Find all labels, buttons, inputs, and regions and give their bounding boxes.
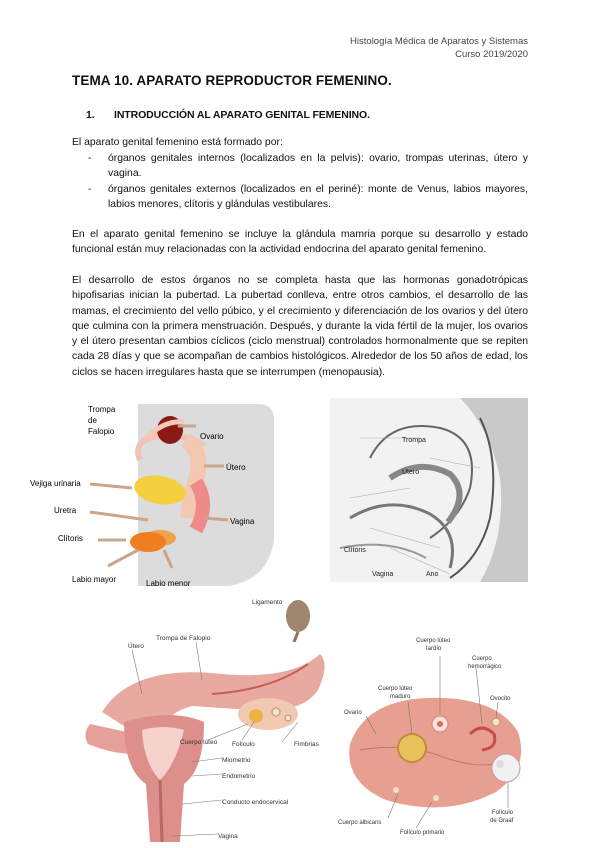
label-utero: Útero (226, 463, 246, 472)
label-uretra: Uretra (54, 506, 77, 515)
paragraph-mammary: En el aparato genital femenino se incluye la glándula mamria porque su desarrollo y estado funcional están muy relacionadas con la actividad endocrina del aparato genital femenino. (72, 229, 528, 256)
label-vagina: Vagina (372, 571, 394, 578)
page-header (350, 36, 528, 61)
figure-schematic (28, 400, 280, 590)
label-cl-tardio-1: Cuerpo lúteo (416, 638, 451, 644)
label-clitoris: Clítoris (58, 534, 83, 543)
header-course-name: Histología Médica de Aparatos y Sistemas (350, 36, 528, 47)
label-fimbrias: Fimbrias (294, 741, 319, 748)
label-trompa-3: Falopio (88, 427, 115, 436)
label-cl-tardio-2: tardío (426, 646, 442, 652)
label-trompa-2: de (88, 416, 97, 425)
paragraph-development: El desarrollo de estos órganos no se completa hasta que las hormonas gonadotrópicas hipofisarias inician la pubertad. La pubertad conlleva, entre otros cambios, el desarrollo de las mamas, el crecimiento del vello púbico, y el crecimiento y diferenciación de los ovarios y del útero que culmina con la primera menstruación. Después, y durante la vida fértil de la mujer, los ovarios y el útero presentan cambios cíclicos (ciclo menstrual) controlados hormonalmente que se repiten cada 28 días y que se acompañan de cambios histológicos. Alrededor de los 50 años de edad, los ciclos se hacen irregulares hasta que se interrumpen (menopausia). (72, 275, 528, 378)
label-cuerpo-albicans: Cuerpo albicans (338, 820, 382, 826)
label-endometrio: Endometrio (222, 773, 256, 780)
label-graaf-2: de Graaf (490, 818, 514, 824)
label-vejiga: Vejiga urinaria (30, 479, 81, 488)
label-vagina: Vagina (218, 833, 238, 840)
label-vagina: Vagina (230, 517, 255, 526)
label-clitoris: Clítoris (344, 547, 366, 554)
label-trompa-1: Trompa (88, 405, 116, 414)
label-ovocito: Ovocito (490, 696, 511, 702)
label-cl-maduro-1: Cuerpo lúteo (378, 686, 413, 692)
label-cl-maduro-2: maduro (390, 694, 411, 700)
section-title: INTRODUCCIÓN AL APARATO GENITAL FEMENINO. (114, 109, 370, 121)
label-ligamento: Ligamento (252, 599, 283, 606)
label-graaf-1: Folículo (492, 810, 514, 816)
label-c-hem-2: hemorrágico (468, 664, 502, 670)
label-foliculo: Folículo (232, 741, 255, 748)
header-year: Curso 2019/2020 (455, 48, 528, 60)
label-labio-mayor: Labio mayor (72, 575, 117, 584)
label-cuerpo-luteo: Cuerpo lúteo (180, 739, 218, 746)
label-foliculo-primario: Folículo primario (400, 830, 445, 836)
figure-sagittal-section (330, 398, 528, 582)
label-utero: Útero (128, 643, 144, 650)
label-trompa: Trompa de Falopio (156, 635, 211, 642)
section-number: 1. (86, 109, 95, 121)
label-trompa: Trompa (402, 437, 426, 444)
page-title: TEMA 10. APARATO REPRODUCTOR FEMENINO. (72, 73, 392, 88)
section-heading (86, 109, 370, 121)
list-item: - órganos genitales internos (localizados en la pelvis): ovario, trompas uterinas, útero y vagina. (88, 151, 528, 182)
intro-paragraph: El aparato genital femenino está formado por: (72, 137, 283, 148)
label-miometrio: Miometrio (222, 757, 251, 764)
label-utero: Útero (402, 469, 420, 476)
list-item: - órganos genitales externos (localizados en el periné): monte de Venus, labios mayores, labios menores, clítoris y glándulas vestibulares. (88, 182, 528, 213)
figure-ovary (336, 622, 532, 838)
figure-uterus (72, 594, 336, 842)
label-labio-menor: Labio menor (146, 579, 191, 588)
organs-list (88, 151, 528, 212)
label-c-hem-1: Cuerpo (472, 656, 492, 662)
label-ovario: Ovario (344, 710, 362, 716)
label-ano: Ano (426, 571, 439, 578)
label-ovario: Ovario (200, 432, 224, 441)
label-conducto: Conducto endocervical (222, 799, 289, 806)
